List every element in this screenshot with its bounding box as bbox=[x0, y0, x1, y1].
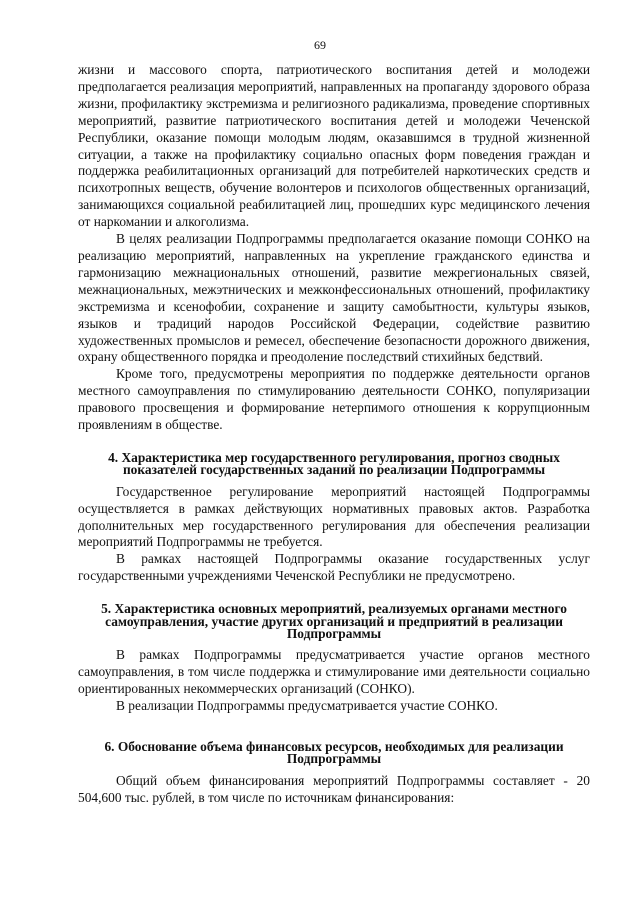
section-heading-4: 4. Характеристика мер государственного регулирования, прогноз сводных показателей государственных заданий по реализации Подпрограммы bbox=[108, 449, 560, 478]
section-heading-5: 5. Характеристика основных мероприятий, реализуемых органами местного самоуправления, участие других организаций и предприятий в реализации Подпрограммы bbox=[101, 601, 567, 641]
paragraph-sonko-support: В целях реализации Подпрограммы предполагается оказание помощи СОНКО на реализацию мероприятий, направленных на укрепление гражданского единства и гармонизацию межнациональных отношений, развитие межрегиональных связей, межнациональных, межэтнических и межконфессиональных отношений, профилактику экстремизма и ксенофобии, сохранение и защиту самобытности, культуры языков, языков и традиций народов Российской Федерации, содействие развитию художественных промыслов и ремесел, обеспечение безопасности дорожного движения, охрану общественного порядка и преодоление последствий стихийных бедствий. bbox=[78, 231, 590, 365]
paragraph-state-services: В рамках настоящей Подпрограммы оказание государственных услуг государственными учреждениями Чеченской Республики не предусмотрено. bbox=[78, 551, 590, 584]
paragraph-sonko-participation: В реализации Подпрограммы предусматривается участие СОНКО. bbox=[116, 698, 498, 714]
document-body bbox=[78, 62, 590, 807]
paragraph-local-government: Кроме того, предусмотрены мероприятия по поддержке деятельности органов местного самоуправления по стимулированию деятельности СОНКО, популяризации правового просвещения и формирование нетерпимого отношения к коррупционным проявлениям в обществе. bbox=[78, 366, 590, 433]
paragraph-sports-youth: жизни и массового спорта, патриотического воспитания детей и молодежи предполагается реализация мероприятий, направленных на пропаганду здорового образа жизни, профилактику экстремизма и религиозного радикализма, проведение спортивных мероприятий, развитие патриотического воспитания детей и молодежи Чеченской Республики, оказание помощи молодым людям, оказавшимся в трудной жизненной ситуации, а также на профилактику социально опасных форм поведения граждан и поддержка реабилитационных организаций для потребителей наркотических средств и психотропных веществ, обучение волонтеров и психологов общественных организаций, занимающихся социальной реабилитацией лиц, прошедших курс медицинского лечения от наркомании и алкоголизма. bbox=[78, 62, 590, 230]
paragraph-local-participation: В рамках Подпрограммы предусматривается участие органов местного самоуправления, в том числе поддержка и стимулирование ими деятельности социально ориентированных некоммерческих организаций (СОНКО). bbox=[78, 647, 590, 697]
page-number: 69 bbox=[314, 38, 326, 52]
paragraph-state-regulation: Государственное регулирование мероприятий настоящей Подпрограммы осуществляется в рамках действующих нормативных правовых актов. Разработка дополнительных мер государственного регулирования для обеспечения реализации мероприятий Подпрограммы не требуется. bbox=[78, 483, 590, 550]
section-heading-6: 6. Обоснование объема финансовых ресурсов, необходимых для реализации Подпрограммы bbox=[104, 739, 564, 767]
paragraph-funding-total: Общий объем финансирования мероприятий Подпрограммы составляет - 20 504,600 тыс. рублей, в том числе по источникам финансирования: bbox=[78, 772, 590, 805]
